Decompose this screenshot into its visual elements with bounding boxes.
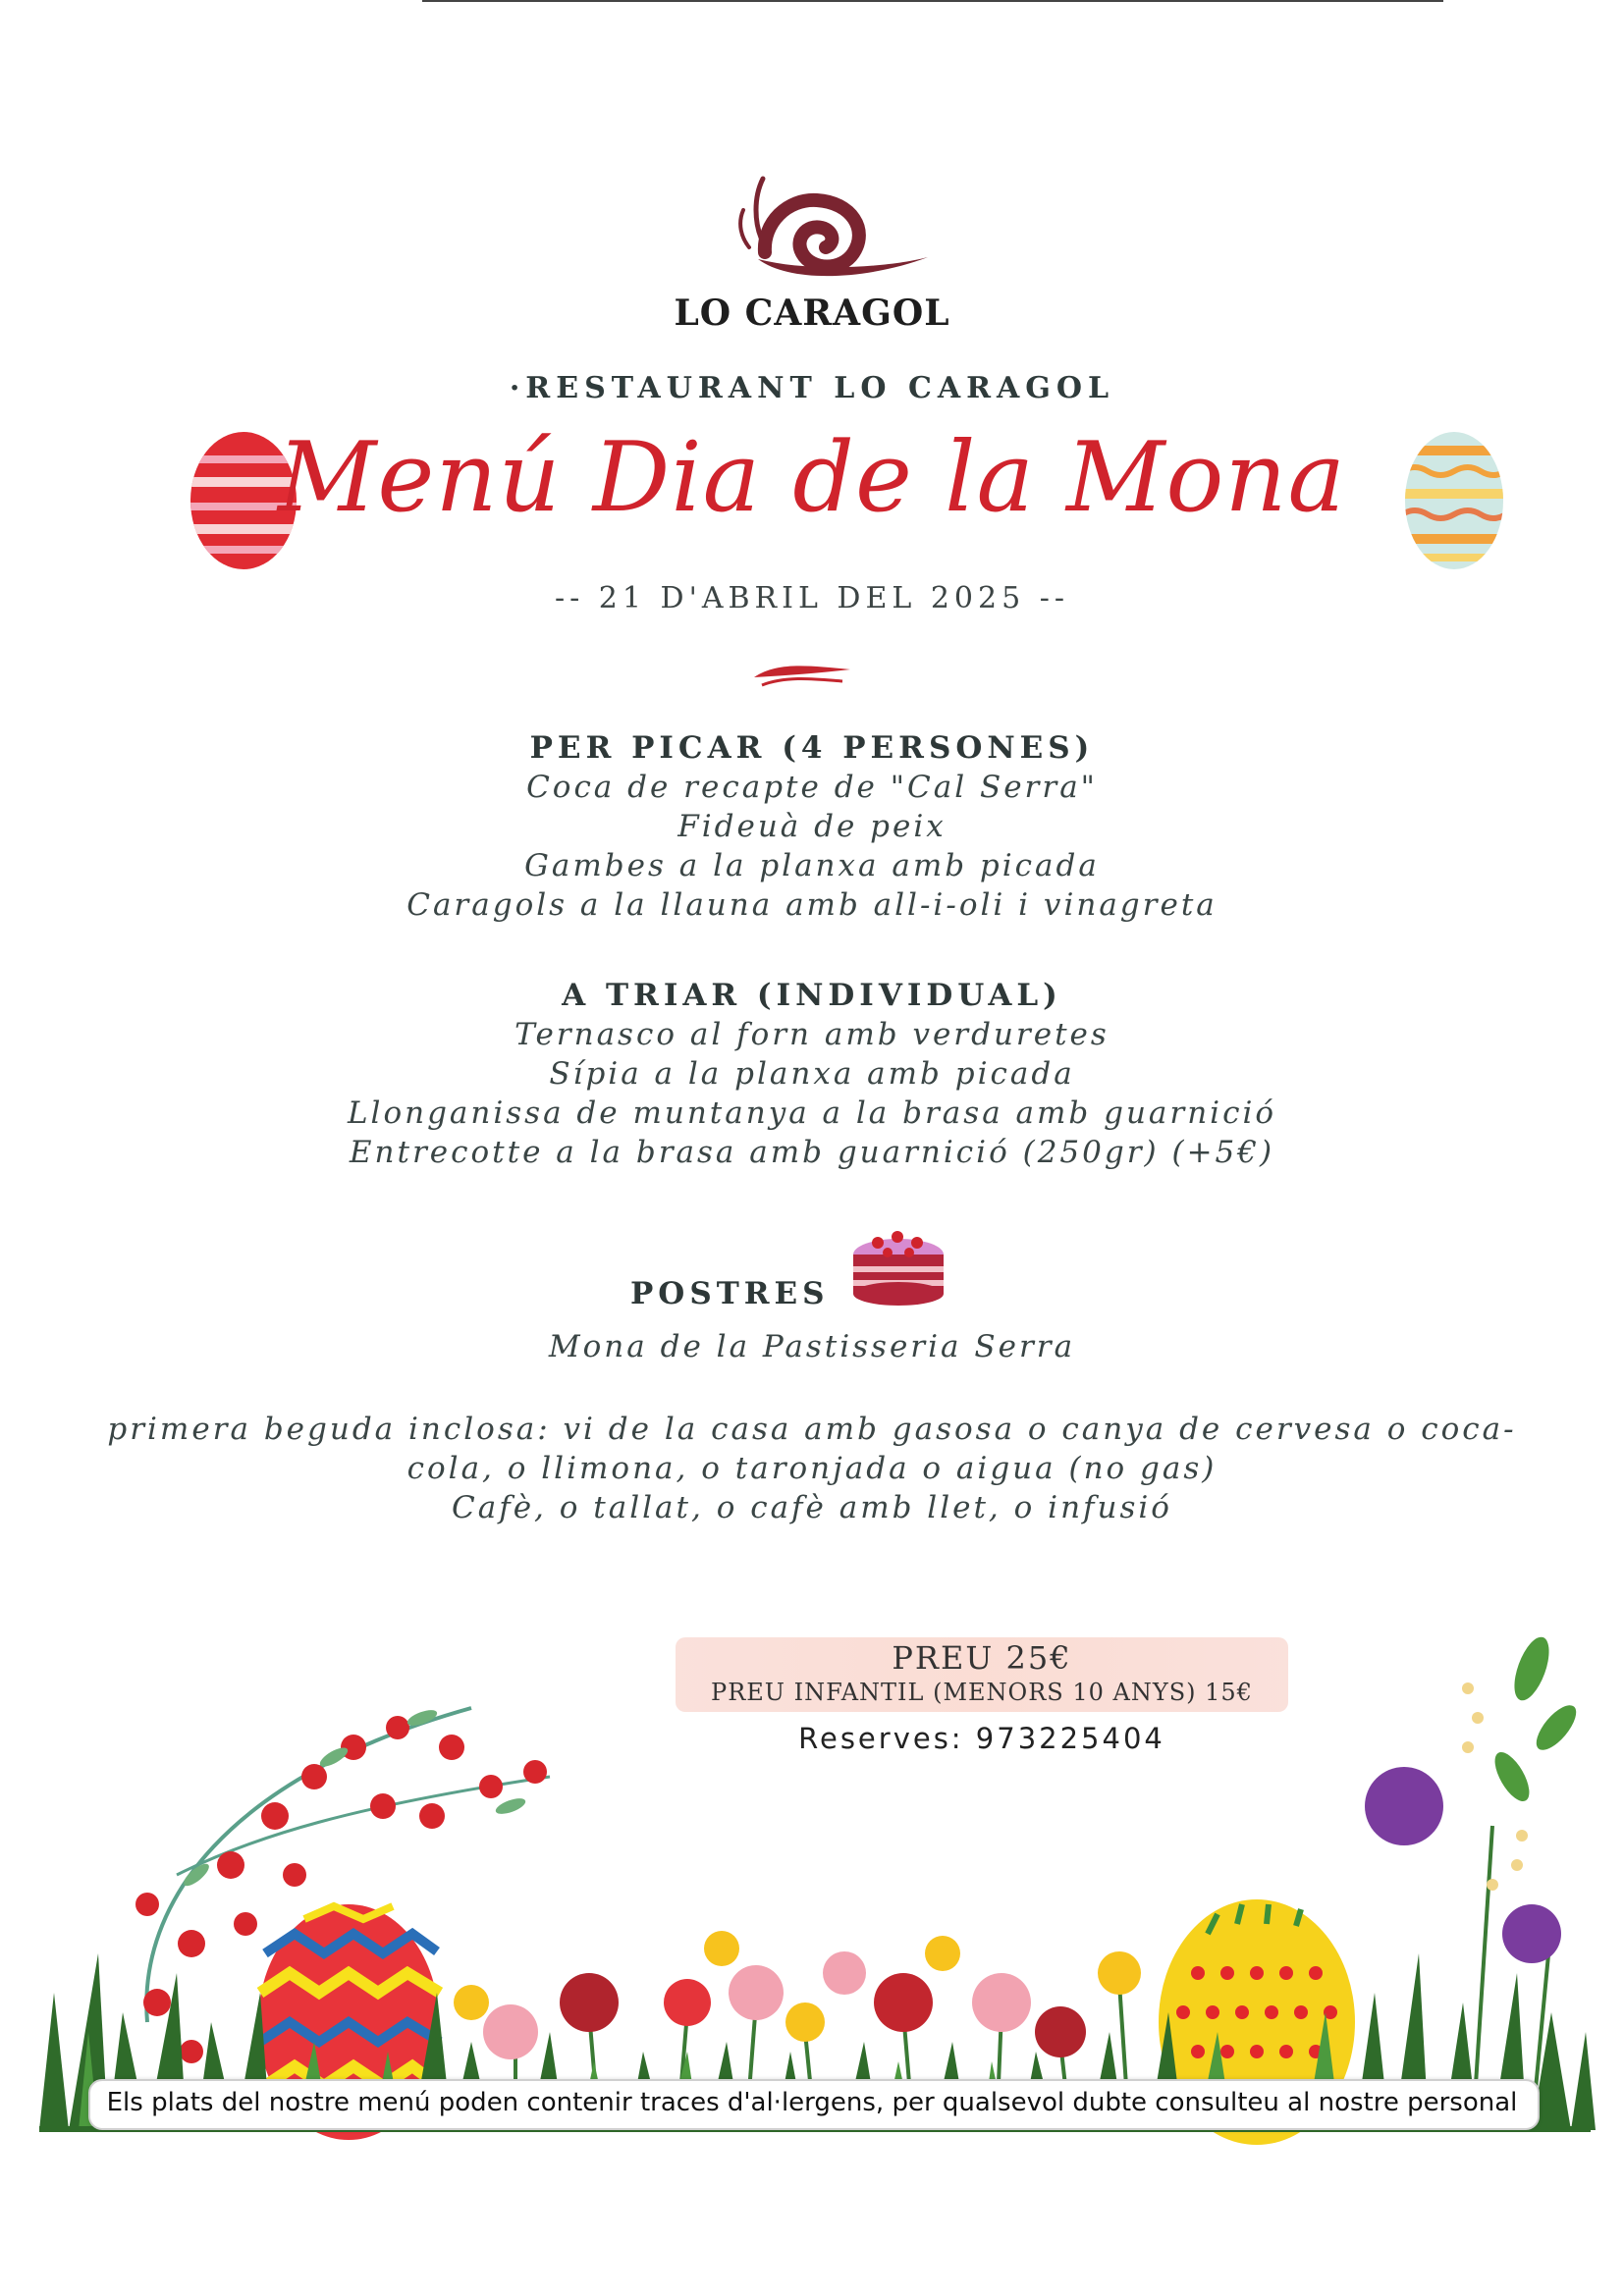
dish-item: Sípia a la planxa amb picada bbox=[549, 1056, 1075, 1092]
menu-date: -- 21 D'ABRIL DEL 2025 -- bbox=[555, 581, 1069, 615]
restaurant-name: ·RESTAURANT LO CARAGOL bbox=[509, 371, 1115, 405]
section-heading-postres: POSTRES bbox=[630, 1276, 830, 1311]
drinks-line: primera beguda inclosa: vi de la casa amb gasosa o canya de cervesa o coca- bbox=[107, 1412, 1517, 1447]
dish-item: Ternasco al forn amb verduretes bbox=[514, 1017, 1110, 1052]
swirl-ornament-icon bbox=[748, 656, 856, 691]
dish-item: Fideuà de peix bbox=[677, 809, 947, 844]
price-main: PREU 25€ bbox=[892, 1639, 1072, 1677]
dish-item: Entrecotte a la brasa amb guarnició (250gr) (+5€) bbox=[349, 1135, 1275, 1170]
dish-item: Mona de la Pastisseria Serra bbox=[548, 1329, 1076, 1364]
drinks-included bbox=[0, 1410, 1624, 1527]
dish-item: Gambes a la planxa amb picada bbox=[524, 848, 1100, 883]
drinks-line: Cafè, o tallat, o cafè amb llet, o infusió bbox=[452, 1490, 1172, 1525]
section-list-a-triar bbox=[0, 1015, 1624, 1172]
dish-item: Llonganissa de muntanya a la brasa amb guarnició bbox=[347, 1095, 1277, 1131]
snail-icon bbox=[704, 169, 940, 296]
section-heading-a-triar: A TRIAR (INDIVIDUAL) bbox=[562, 978, 1062, 1013]
menu-title: Menú Dia de la Mona bbox=[278, 422, 1346, 534]
page-top-edge bbox=[422, 0, 1443, 2]
section-heading-per-picar: PER PICAR (4 PERSONES) bbox=[529, 730, 1095, 766]
drinks-line: cola, o llimona, o taronjada o aigua (no gas) bbox=[406, 1451, 1218, 1486]
section-list-per-picar bbox=[0, 768, 1624, 925]
dish-item: Caragols a la llauna amb all-i-oli i vinagreta bbox=[406, 887, 1218, 923]
price-child: PREU INFANTIL (MENORS 10 ANYS) 15€ bbox=[711, 1679, 1253, 1706]
reservations-phone: Reserves: 973225404 bbox=[798, 1722, 1165, 1755]
logo-wordmark: LO CARAGOL bbox=[674, 293, 950, 334]
cake-icon bbox=[848, 1215, 948, 1309]
allergen-notice: Els plats del nostre menú poden contenir traces d'al·lergens, per qualsevol dubte consulteu al nostre personal bbox=[106, 2088, 1518, 2117]
dish-item: Coca de recapte de "Cal Serra" bbox=[526, 770, 1098, 805]
